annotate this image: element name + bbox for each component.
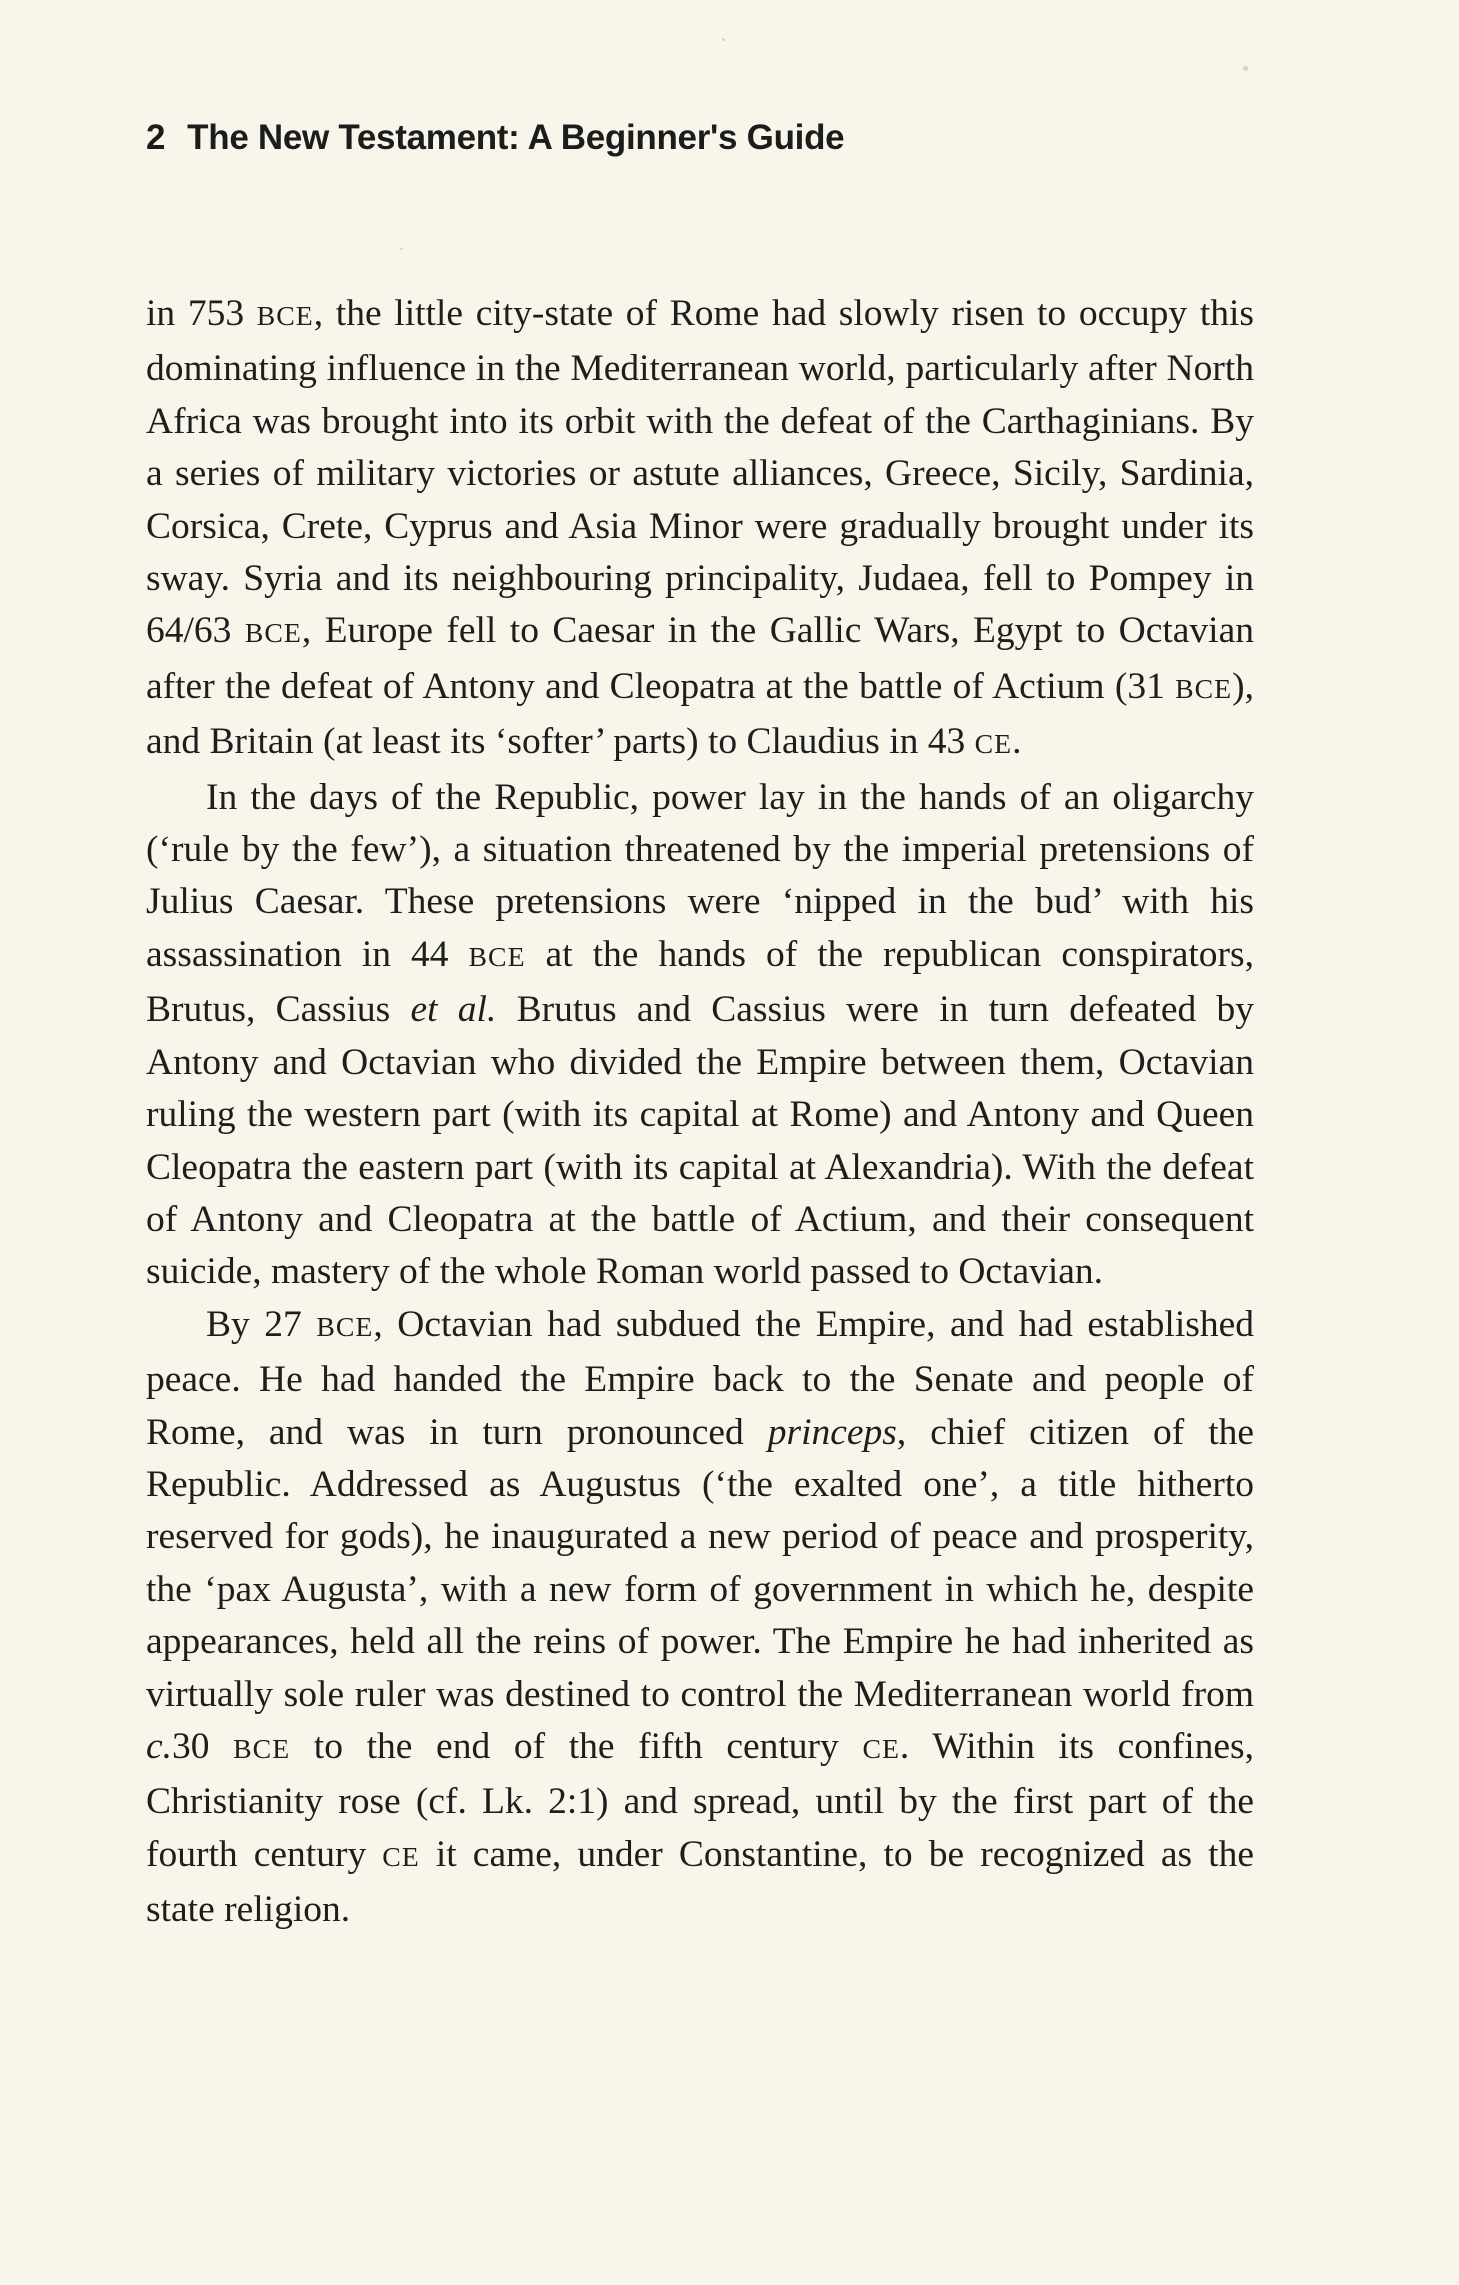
book-title: The New Testament: A Beginner's Guide xyxy=(187,118,845,157)
paragraph-3 xyxy=(146,1299,1254,1937)
page-number: 2 xyxy=(146,118,166,157)
text-run: Brutus and Cassius were in turn defeated by Antony and Octavian who divided the Empire between them, Octavian ruling the western part (with its capital at Rome) and Antony and Queen Cleopatra the eastern part (with its capital at Alexandria). With the defeat of Antony and Cleopatra at the battle of Actium, and their consequent suicide, mastery of the whole Roman world passed to Octavian. xyxy=(146,989,1254,1293)
paper-speck xyxy=(722,38,725,41)
text-run: to the end of the fifth century xyxy=(290,1725,863,1767)
era-abbrev: BCE xyxy=(256,301,314,332)
era-abbrev: BCE xyxy=(244,618,302,650)
body-text xyxy=(146,288,1254,1937)
paragraph-1 xyxy=(146,288,1254,772)
era-abbrev: CE xyxy=(382,1841,420,1873)
text-run: , the little city-state of Rome had slowly risen to occupy this dominating influence in the Mediterranean world, particularly after North Africa was brought into its orbit with the defeat of the Carthaginians. By a series of military victories or astute alliances, Greece, Sicily, Sardinia, Corsica, Crete, Cyprus and Asia Minor were gradually brought under its sway. Syria and its neighbouring principality, Judaea, fell to Pompey in 64/63 xyxy=(146,293,1254,652)
era-abbrev: BCE xyxy=(316,1311,374,1343)
text-run: in 753 xyxy=(146,293,257,334)
paragraph-2 xyxy=(146,772,1254,1299)
text-run: In the days of the Republic, power lay in the hands of an oligarchy (‘rule by the few’), a situation threatened by the imperial pretensions of Julius Caesar. These pretensions were ‘nipped in the bud’ with his assassination in 44 xyxy=(146,776,1254,975)
era-abbrev: BCE xyxy=(1175,673,1233,705)
era-abbrev: CE xyxy=(862,1733,900,1765)
era-abbrev: CE xyxy=(974,729,1013,761)
text-run: , Octavian had subdued the Empire, and had established peace. He had handed the Empire back to the Senate and people of Rome, and was in turn pronounced xyxy=(146,1303,1254,1453)
italic-term: et al. xyxy=(410,989,497,1031)
text-run: at the hands of the republican conspirators, Brutus, Cassius xyxy=(146,933,1254,1031)
running-header xyxy=(146,118,844,158)
text-run: 30 xyxy=(172,1725,234,1767)
italic-term: princeps xyxy=(767,1411,897,1453)
text-run: . xyxy=(1012,721,1022,763)
era-abbrev: BCE xyxy=(233,1733,291,1765)
text-run: , chief citizen of the Republic. Addressed as Augustus (‘the exalted one’, a title hitherto reserved for gods), he inaugurated a new period of peace and prosperity, the ‘pax Augusta’, with a new form of government in which he, despite appearances, held all the reins of power. The Empire he had inherited as virtually sole ruler was destined to control the Mediterranean world from xyxy=(146,1411,1255,1715)
text-run: it came, under Constantine, to be recognized as the state religion. xyxy=(146,1833,1254,1931)
paper-speck xyxy=(400,248,403,250)
paper-speck xyxy=(1243,66,1248,71)
text-run: ), and Britain (at least its ‘softer’ parts) to Claudius in 43 xyxy=(146,665,1254,763)
era-abbrev: BCE xyxy=(468,941,526,973)
text-run: , Europe fell to Caesar in the Gallic Wars, Egypt to Octavian after the defeat of Antony and Cleopatra at the battle of Actium (31 xyxy=(146,610,1254,707)
text-run: . Within its confines, Christianity rose (cf. Lk. 2:1) and spread, until by the first part of the fourth century xyxy=(146,1725,1255,1875)
italic-term: c. xyxy=(146,1725,173,1767)
text-run: By 27 xyxy=(206,1303,317,1345)
